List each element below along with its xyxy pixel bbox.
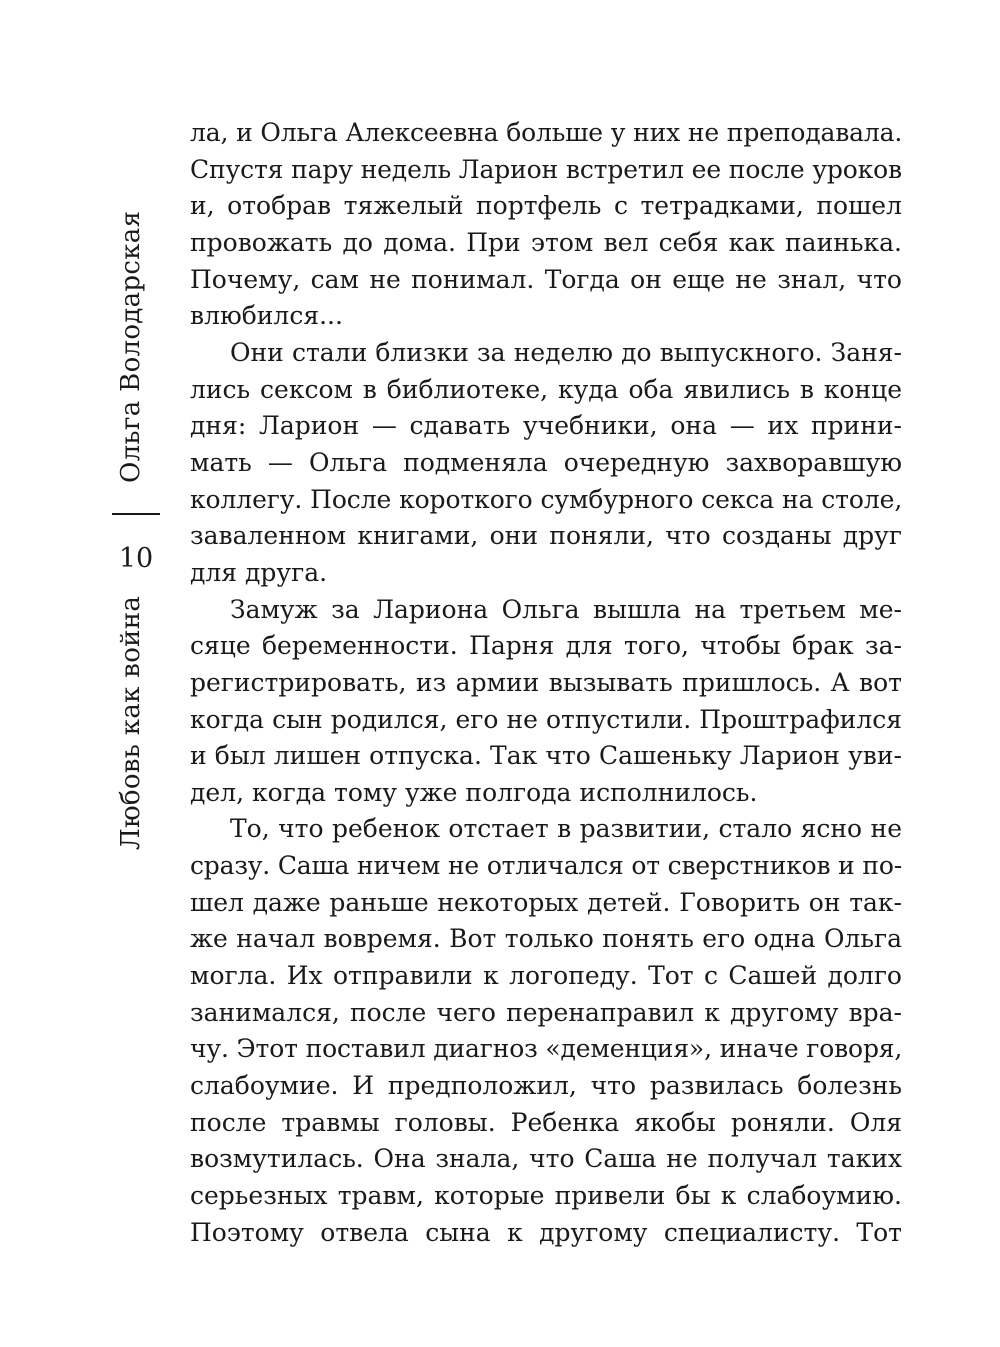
text-line: серьезных травм, которые привели бы к слабоумию. [190,1181,902,1211]
text-line: влюбился... [190,301,343,331]
running-head-book-title: Любовь как война [116,595,146,850]
text-line: для друга. [190,557,328,587]
page-number: 10 [118,543,154,574]
text-line: Они стали близки за неделю до выпускного. Заня- [230,337,902,367]
text-line: и, отобрав тяжелый портфель с тетрадками, пошел [190,191,902,221]
text-line: Поэтому отвела сына к другому специалисту. Тот [190,1217,902,1247]
paragraph [190,811,902,1251]
text-line: мать — Ольга подменяла очередную захворавшую [190,447,902,477]
text-line: сяце беременности. Парня для того, чтобы брак за- [190,631,902,661]
text-line: же начал вовремя. Вот только понять его одна Ольга [190,924,902,954]
paragraph [190,592,902,812]
text-line: чу. Этот поставил диагноз «деменция», иначе говоря, [190,1034,903,1064]
text-line: возмутилась. Она знала, что Саша не получал таких [190,1144,902,1174]
text-line: могла. Их отправили к логопеду. Тот с Сашей долго [190,961,902,991]
running-head-divider [112,513,160,515]
text-line: сразу. Саша ничем не отличался от сверстников и по- [190,851,902,881]
text-line: занимался, после чего перенаправил к другому вра- [190,997,902,1027]
text-line: шел даже раньше некоторых детей. Говорить он так- [190,887,902,917]
text-line: провожать до дома. При этом вел себя как паинька. [190,227,902,257]
text-line: заваленном книгами, они поняли, что созданы друг [190,521,902,551]
text-line: после травмы головы. Ребенка якобы роняли. Оля [190,1107,902,1137]
text-line: Замуж за Лариона Ольга вышла на третьем ме- [230,594,902,624]
text-line: лись сексом в библиотеке, куда оба явились в конце [190,374,902,404]
body-text [190,115,902,1251]
text-line: когда сын родился, его не отпустили. Проштрафился [190,704,902,734]
text-line: То, что ребенок отстает в развитии, стало ясно не [230,814,902,844]
text-line: слабоумие. И предположил, что развилась болезнь [190,1071,902,1101]
text-line: дня: Ларион — сдавать учебники, она — их прини- [190,411,902,441]
text-line: и был лишен отпуска. Так что Сашеньку Ларион уви- [190,741,902,771]
text-line: Почему, сам не понимал. Тогда он еще не знал, что [190,264,902,294]
paragraph [190,335,902,592]
paragraph [190,115,902,335]
text-line: регистрировать, из армии вызывать пришлось. А вот [190,667,902,697]
text-line: ла, и Ольга Алексеевна больше у них не преподавала. [190,118,903,147]
running-head-author: Ольга Володарская [116,210,146,483]
text-line: Спустя пару недель Ларион встретил ее после уроков [190,154,902,184]
text-line: дел, когда тому уже полгода исполнилось. [190,777,758,807]
text-line: коллегу. После короткого сумбурного секса на столе, [190,484,903,514]
